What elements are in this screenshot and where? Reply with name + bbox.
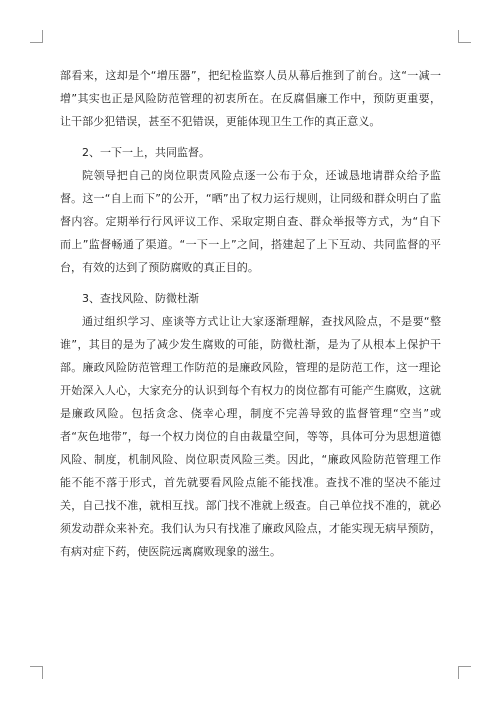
crop-mark-top-left — [30, 30, 43, 43]
paragraph-1: 部看来，这却是个“增压器”，把纪检监察人员从幕后推到了前台。这“一减一增”其实也正是风险防范管理的初衷所在。在反腐倡廉工作中，预防更重要，让干部少犯错误，甚至不犯错误，更能体现卫生工作的真正意义。 — [60, 69, 441, 128]
crop-mark-bottom-left — [30, 666, 43, 679]
paragraph-2: 院领导把自己的岗位职责风险点逐一公布于众，还诚恳地请群众给予监督。这一“自上而下”的公开，“晒”出了权力运行规则，让同级和群众明白了监督内容。定期举行行风评议工作、采取定期自查、群众举报等方式，为“自下而上”监督畅通了渠道。“一下一上”之间，搭建起了上下互动、共同监督的平台，有效的达到了预防腐败的真正目的。 — [60, 169, 441, 274]
spacer — [60, 133, 441, 141]
spacer — [60, 279, 441, 287]
crop-mark-top-right — [458, 30, 471, 43]
paragraph-3: 通过组织学习、座谈等方式让让大家逐渐理解，查找风险点，不是要“整谁”，其目的是为了减少发生腐败的可能，防微杜渐，是为了从根本上保护干部。廉政风险防范管理工作防范的是廉政风险，管理的是防范工作，这一理论开始深入人心，大家充分的认识到每个有权力的岗位都有可能产生腐败，这就是廉政风险。包括贪念、侥幸心理，制度不完善导致的监督管理“空当”或者“灰色地带”，每一个权力岗位的自由裁量空间，等等，具体可分为思想道德风险、制度，机制风险、岗位职责风险三类。因此，“廉政风险防范管理工作能不能不落于形式，首先就要看风险点能不能找准。查找不准的坚决不能过关，自己找不准，就相互找。部门找不准就上级查。自己单位找不准的，就必须发动群众来补充。我们认为只有找准了廉政风险点，才能实现无病早预防，有病对症下药，使医院远离腐败现象的滋生。 — [60, 315, 441, 558]
crop-mark-bottom-right — [458, 666, 471, 679]
document-body — [60, 64, 441, 563]
section-heading-3: 3、查找风险、防微杜渐 — [82, 292, 199, 305]
section-heading-2: 2、一下一上，共同监督。 — [82, 146, 210, 159]
